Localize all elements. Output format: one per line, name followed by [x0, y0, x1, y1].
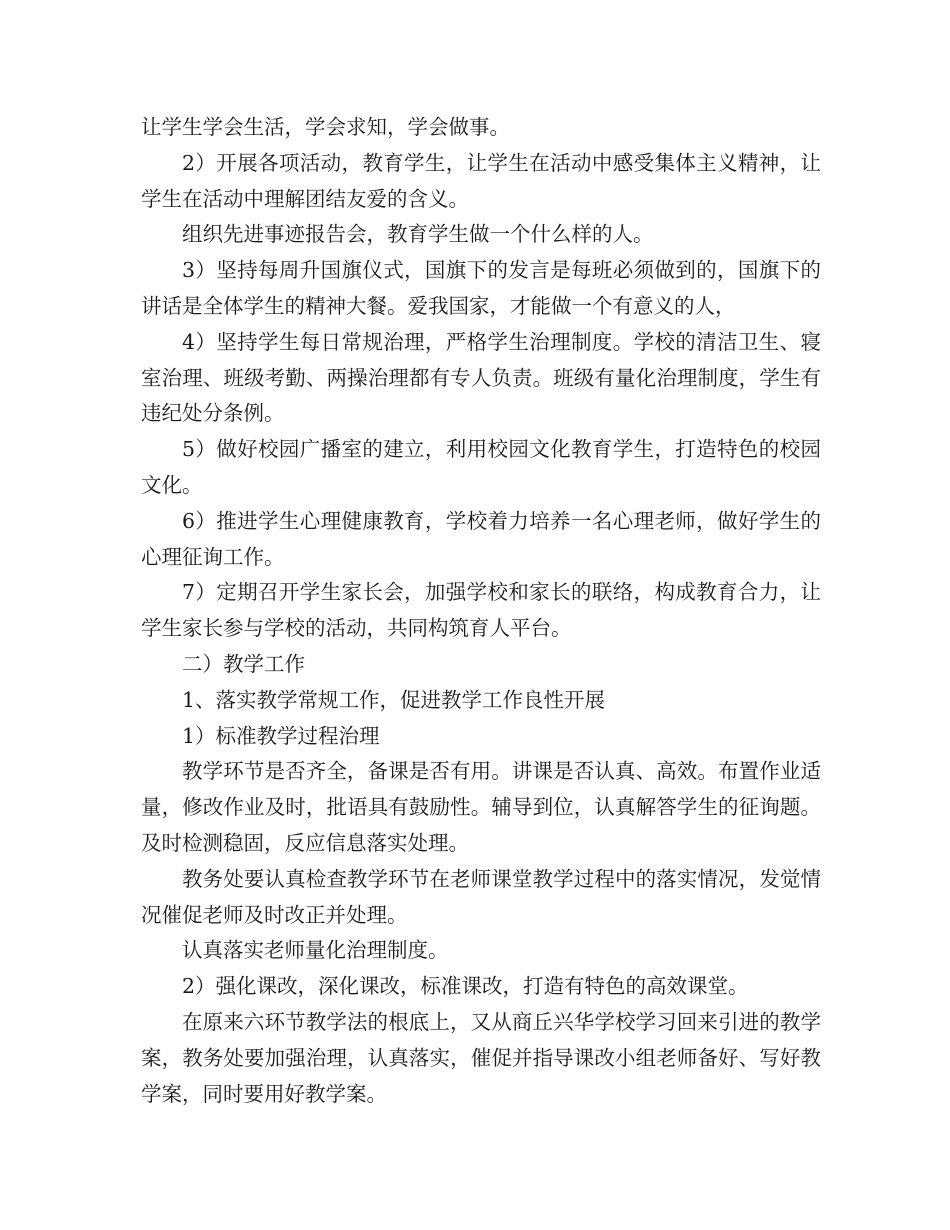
paragraph: 组织先进事迹报告会，教育学生做一个什么样的人。 — [182, 222, 654, 247]
paragraph: 让学生学会生活，学会求知，学会做事。 — [141, 115, 510, 139]
item-heading: 1）标准教学过程治理 — [182, 723, 380, 748]
subsection-heading: 1、落实教学常规工作，促进教学工作良性开展 — [182, 687, 606, 712]
paragraph: 2）开展各项活动，教育学生，让学生在活动中感受集体主义精神，让学生在活动中理解团结友爱的含义。 — [141, 150, 821, 211]
paragraph: 7）定期召开学生家长会，加强学校和家长的联络，构成教育合力，让学生家长参与学校的活动，共同构筑育人平台。 — [141, 580, 821, 641]
paragraph: 在原来六环节教学法的根底上，又从商丘兴华学校学习回来引进的教学案，教务处要加强治理，认真落实，催促并指导课改小组老师备好、写好教学案，同时要用好教学案。 — [141, 1009, 821, 1106]
paragraph: 6）推进学生心理健康教育，学校着力培养一名心理老师，做好学生的心理征询工作。 — [141, 508, 821, 569]
paragraph: 2）强化课改，深化课改，标准课改，打造有特色的高效课堂。 — [182, 974, 749, 999]
document-body — [141, 110, 821, 1112]
paragraph: 5）做好校园广播室的建立，利用校园文化教育学生，打造特色的校园文化。 — [141, 437, 821, 497]
paragraph: 4）坚持学生每日常规治理，严格学生治理制度。学校的清洁卫生、寝室治理、班级考勤、两操治理都有专人负责。班级有量化治理制度，学生有违纪处分条例。 — [141, 329, 821, 426]
section-heading: 二）教学工作 — [182, 651, 305, 676]
paragraph: 教学环节是否齐全，备课是否有用。讲课是否认真、高效。布置作业适量，修改作业及时，批语具有鼓励性。辅导到位，认真解答学生的征询题。及时检测稳固，反应信息落实处理。 — [141, 759, 821, 855]
paragraph: 3）坚持每周升国旗仪式，国旗下的发言是每班必须做到的，国旗下的讲话是全体学生的精神大餐。爱我国家，才能做一个有意义的人， — [141, 258, 821, 318]
paragraph: 教务处要认真检查教学环节在老师课堂教学过程中的落实情况，发觉情况催促老师及时改正并处理。 — [141, 866, 821, 927]
paragraph: 认真落实老师量化治理制度。 — [182, 938, 449, 963]
